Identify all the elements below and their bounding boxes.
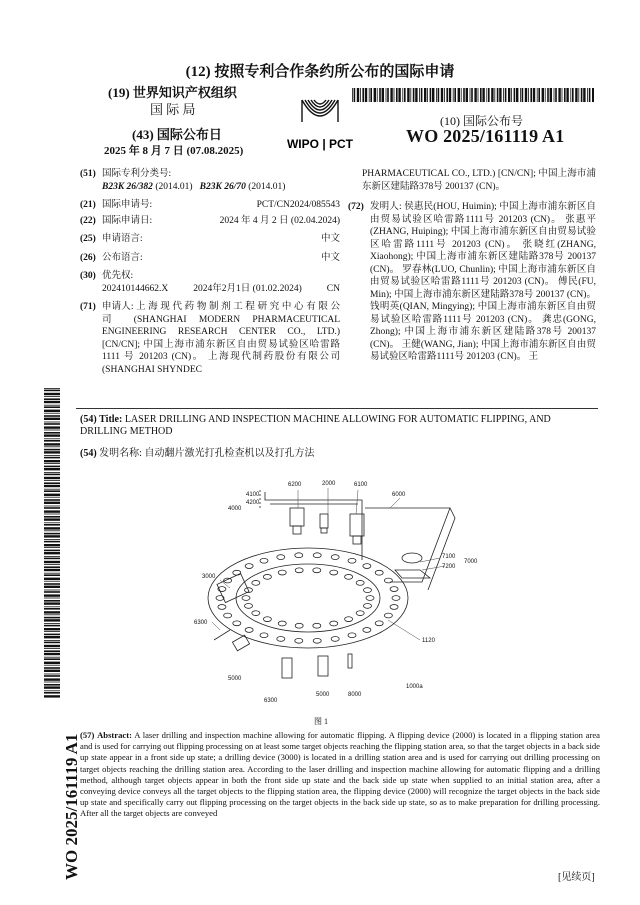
label-6300-b: 6300 (264, 698, 278, 704)
label-7100: 7100 (442, 554, 456, 560)
continued-note: [见续页] (558, 872, 595, 883)
patent-figure (190, 470, 480, 710)
side-publication-number: WO 2025/161119 A1 (62, 733, 81, 880)
label-1000a: 1000a (406, 684, 423, 690)
label-5000-b: 5000 (316, 692, 330, 698)
pubdate-label: 国际公布日 (156, 127, 222, 142)
org-code: (19) (108, 85, 130, 100)
label-8000: 8000 (348, 692, 362, 698)
field-72: (72) 发明人: 侯惠民(HOU, Huimin); 中国上海市浦东新区自由贸易试验区哈雷路1111号 201203 (CN)。 张惠平(ZHANG, Huiping); 中国上海市浦东新区自由贸易试验区哈雷路1111号 201203 (CN)。 张晓红(ZHANG, Xiaohong); 中国上海市浦东新区建陆路378号 200137 (CN)。 罗春林(LUO, Chunlin); 中国上海市浦东新区自由贸易试验区哈雷路1111号 201203 (CN)。 傅民(FU, Min); 中国上海市浦东新区建陆路378号 200137 (CN)。 钱明英(QIAN, Mingying); 中国上海市浦东新区自由贸易试验区哈雷路1111号 201203 (CN)。 龚忠(GONG, Zhong); 中国上海市浦东新区建陆路378号 200137 (CN)。 王健(WANG, Jian); 中国上海市浦东新区自由贸易试验区哈雷路1111号 201203 (CN)。 王 (348, 202, 596, 362)
figure-caption: 图 1 (314, 717, 328, 726)
label-4200: 4200 (246, 500, 260, 506)
wipo-logo-text: WIPO | PCT (286, 137, 354, 151)
label-7200: 7200 (442, 564, 456, 570)
applicant-text: 申请人: 上 海 现 代 药 物 制 剂 工 程 研 究 中 心 有 限 公 司 (SHANGHAI MODERN PHARMACEUTICAL ENGINEERING RESEARCH CENTER CO., LTD.) [CN/CN]; 中国上海市浦东新区自由贸易试验区哈雷路 1111 号 201203 (CN)。 上海现代制药股份有限公司(SHANGHAI SHYNDEC (102, 302, 340, 375)
field-30: (30) 优先权: 202410144662.X 2024年2月1日 (01.02.2024) CN (80, 271, 340, 294)
publication-number: WO 2025/161119 A1 (406, 126, 565, 146)
field-25: (25) 申请语言: 中文 (80, 234, 340, 244)
pubdate-value: 2025 年 8 月 7 日 (07.08.2025) (104, 145, 244, 157)
label-6200: 6200 (288, 482, 302, 488)
section-divider (76, 408, 598, 409)
field-51: (51) 国际专利分类号: B23K 26/382 (2014.01) B23K 26/70 (2014.01) (80, 169, 286, 192)
label-7000: 7000 (464, 559, 478, 565)
bibliographic-fields (80, 168, 340, 379)
field-21: (21) 国际申请号: PCT/CN2024/085543 (80, 200, 340, 210)
right-column (348, 168, 596, 367)
label-4100: 4100 (246, 492, 260, 498)
label-3000: 3000 (202, 574, 216, 580)
organization-block (108, 84, 237, 118)
title-en: (54) Title: LASER DRILLING AND INSPECTION MACHINE ALLOWING FOR AUTOMATIC FLIPPING, AND DRILLING METHOD (80, 414, 551, 437)
label-1120: 1120 (422, 638, 435, 644)
inventor-text: 发明人: 侯惠民(HOU, Huimin); 中国上海市浦东新区自由贸易试验区哈雷路1111号 201203 (CN)。 张惠平(ZHANG, Huiping); 中国上海市浦东新区自由贸易试验区哈雷路1111号 201203 (CN)。 张晓红(ZHANG, Xiaohong); 中国上海市浦东新区建陆路378号 200137 (CN)。 罗春林(LUO, Chunlin); 中国上海市浦东新区自由贸易试验区哈雷路1111号 201203 (CN)。 傅民(FU, Min); 中国上海市浦东新区建陆路378号 200137 (CN)。 钱明英(QIAN, Mingying); 中国上海市浦东新区自由贸易试验区哈雷路1111号 201203 (CN)。 龚忠(GONG, Zhong); 中国上海市浦东新区建陆路378号 200137 (CN)。 王健(WANG, Jian); 中国上海市浦东新区自由贸易试验区哈雷路1111号 201203 (CN)。 王 (370, 202, 596, 362)
abstract: (57) Abstract: A laser drilling and inspection machine allowing for automatic flipping. A flipping device (2000) is located in a flipping station area and is used for carrying out flipping processing on at least some target objects reaching the flipping station area, so that the target objects in a back side up state appear in a front side up state; a drilling device (3000) is located in a drilling station area and is used for carrying out drilling processing on target objects reaching the drilling station area. According to the laser drilling and inspection machine allowing for automatic flipping and a drilling method, although target objects appear in both the front side up state and the back side up state when supplied to an initial station area, after a conveying device conveys all the target objects to the flipping station area, the flipping device (2000) will recognize the target objects in the back side up state and specifically carry out flipping processing on the target objects in the back side up state, so as to make preparation for drilling processing. After all the target objects are conveyed (80, 730, 600, 819)
title-cn: (54) 发明名称: 自动翻片激光打孔检查机以及打孔方法 (80, 448, 315, 459)
org-name: 世界知识产权组织 (132, 85, 237, 100)
abstract-text: A laser drilling and inspection machine allowing for automatic flipping. A flipping device (2000) is located in a flipping station area and is used for carrying out flipping processing on at least some target objects reaching the flipping station area, so that the target objects in a back side up state appear in a front side up state; a drilling device (3000) is located in a drilling station area and is used for carrying out drilling processing on target objects reaching the drilling station area. According to the laser drilling and inspection machine allowing for automatic flipping and a drilling method, although target objects appear in both the front side up state and the back side up state when supplied to an initial station area, after a conveying device conveys all the target objects to the flipping station area, the flipping device (2000) will recognize the target objects in the back side up state and specifically carry out flipping processing on the target objects in the back side up state, so as to make preparation for drilling processing. After all the target objects are conveyed (80, 730, 600, 819)
field-71: (71) 申请人: 上 海 现 代 药 物 制 剂 工 程 研 究 中 心 有 限 公 司 (SHANGHAI MODERN PHARMACEUTICAL ENGINEERING RESEARCH CENTER CO., LTD.) [CN/CN]; 中国上海市浦东新区自由贸易试验区哈雷路 1111 号 201203 (CN)。 上海现代制药股份有限公司(SHANGHAI SHYNDEC (80, 302, 340, 375)
field-26: (26) 公布语言: 中文 (80, 252, 340, 263)
label-4000: 4000 (228, 506, 242, 512)
pubdate-code: (43) (132, 127, 154, 142)
pubno-code: (10) (440, 114, 460, 128)
pubdate-label-block (132, 124, 222, 143)
side-barcode (44, 388, 60, 698)
top-barcode (352, 88, 594, 102)
applicant-continued: PHARMACEUTICAL CO., LTD.) [CN/CN]; 中国上海市浦东新区建陆路378号 200137 (CN)。 (362, 169, 596, 192)
label-2000: 2000 (322, 481, 336, 487)
label-6100: 6100 (354, 482, 368, 488)
label-6000: 6000 (392, 492, 406, 498)
field-22: (22) 国际申请日: 2024 年 4 月 2 日 (02.04.2024) (80, 215, 340, 226)
document-title: (12) 按照专利合作条约所公布的国际申请 (185, 64, 455, 80)
label-6300-a: 6300 (194, 620, 208, 626)
label-5000-a: 5000 (228, 676, 242, 682)
org-sub: 国 际 局 (150, 102, 196, 117)
pubno-label: 国际公布号 (463, 114, 524, 128)
